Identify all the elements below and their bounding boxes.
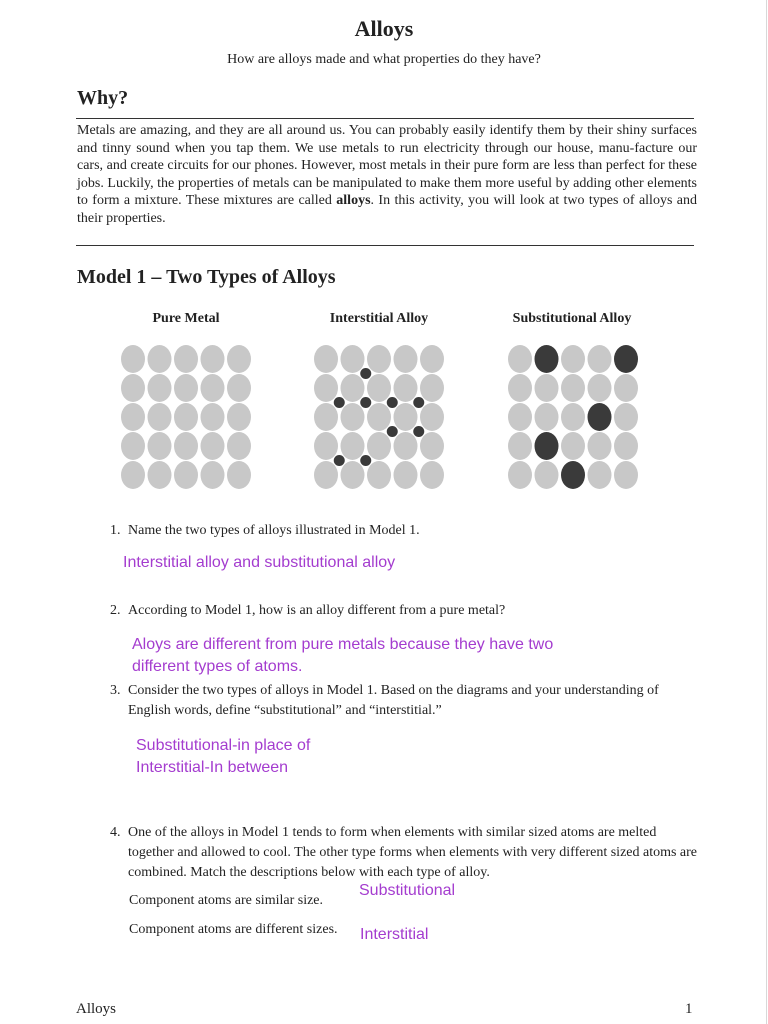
metal-atom [201, 403, 225, 431]
question-text: Name the two types of alloys illustrated in Model 1. [128, 523, 420, 538]
why-paragraph [77, 122, 697, 227]
metal-atom [420, 345, 444, 373]
metal-atom [227, 461, 251, 489]
why-heading: Why? [77, 87, 129, 109]
metal-atom [561, 374, 585, 402]
metal-atom [201, 432, 225, 460]
metal-atom [314, 374, 338, 402]
metal-atom [561, 432, 585, 460]
metal-atom [394, 461, 418, 489]
interstitial-atom [360, 397, 371, 408]
metal-atom [367, 403, 391, 431]
alloy-atom [588, 403, 612, 431]
alloy-atom [614, 345, 638, 373]
metal-atom [227, 403, 251, 431]
interstitial-atom [360, 455, 371, 466]
answer-line: different types of atoms. [132, 658, 303, 675]
interstitial-atom [360, 368, 371, 379]
metal-atom [535, 403, 559, 431]
match-answer-different: Interstitial [360, 926, 429, 943]
metal-atom [314, 432, 338, 460]
metal-atom [341, 345, 365, 373]
substitutional-alloy-diagram [507, 344, 639, 492]
page-number: 1 [685, 1001, 693, 1017]
question-text: Consider the two types of alloys in Model 1. Based on the diagrams and your understanding of English words, define “substitutional” and “interstitial.” [128, 683, 659, 718]
question-number: 1. [110, 523, 121, 538]
metal-atom [174, 403, 198, 431]
answer-line: Interstitial alloy and substitutional alloy [123, 554, 396, 571]
metal-atom [367, 345, 391, 373]
metal-atom [341, 403, 365, 431]
metal-atom [420, 374, 444, 402]
metal-atom [227, 432, 251, 460]
question-2 [110, 601, 700, 621]
metal-atom [314, 403, 338, 431]
match-description-similar: Component atoms are similar size. [129, 893, 324, 908]
metal-atom [201, 374, 225, 402]
metal-atom [201, 461, 225, 489]
metal-atom [341, 432, 365, 460]
metal-atom [561, 403, 585, 431]
why-text-after: . In this activity, you will look at two types of alloys and their properties. [77, 193, 698, 226]
answer-3 [136, 735, 310, 779]
metal-atom [508, 403, 532, 431]
metal-atom [367, 461, 391, 489]
alloy-atom [535, 345, 559, 373]
metal-atom [508, 345, 532, 373]
question-4 [110, 823, 700, 883]
metal-atom [614, 403, 638, 431]
metal-atom [227, 345, 251, 373]
metal-atom [614, 461, 638, 489]
metal-atom [508, 432, 532, 460]
metal-atom [367, 374, 391, 402]
metal-atom [420, 432, 444, 460]
metal-atom [341, 374, 365, 402]
metal-atom [148, 345, 172, 373]
interstitial-atom [387, 397, 398, 408]
pure-metal-diagram [120, 344, 252, 492]
metal-atom [148, 461, 172, 489]
metal-atom [201, 345, 225, 373]
interstitial-atom [387, 426, 398, 437]
page-subtitle: How are alloys made and what properties do they have? [227, 52, 541, 67]
metal-atom [174, 432, 198, 460]
interstitial-alloy-diagram [313, 344, 445, 492]
interstitial-atom [334, 397, 345, 408]
why-text-bold: alloys [336, 193, 371, 208]
metal-atom [148, 403, 172, 431]
metal-atom [588, 374, 612, 402]
metal-atom [394, 403, 418, 431]
interstitial-atom [334, 455, 345, 466]
metal-atom [420, 403, 444, 431]
metal-atom [614, 432, 638, 460]
metal-atom [508, 461, 532, 489]
diagram-label-pure-metal: Pure Metal [152, 311, 220, 326]
metal-atom [227, 374, 251, 402]
metal-atom [121, 374, 145, 402]
metal-atom [314, 461, 338, 489]
model-heading: Model 1 – Two Types of Alloys [77, 266, 336, 288]
metal-atom [588, 461, 612, 489]
diagram-label-interstitial: Interstitial Alloy [329, 311, 429, 326]
question-number: 2. [110, 603, 121, 618]
metal-atom [148, 432, 172, 460]
metal-atom [174, 461, 198, 489]
metal-atom [121, 345, 145, 373]
metal-atom [535, 461, 559, 489]
match-description-different: Component atoms are different sizes. [129, 922, 338, 937]
question-text: One of the alloys in Model 1 tends to form when elements with similar sized atoms are melted together and allowed to cool. The other type forms when elements with very different sized atoms are combined. Match the descriptions below with each type of alloy. [128, 825, 698, 880]
answer-line: Substitutional-in place of [136, 737, 311, 754]
metal-atom [561, 345, 585, 373]
metal-atom [588, 345, 612, 373]
metal-atom [394, 374, 418, 402]
metal-atom [367, 432, 391, 460]
alloy-atom [561, 461, 585, 489]
why-text-before: Metals are amazing, and they are all around us. You can probably easily identify them by their shiny surfaces and tinny sound when you tap them. We use metals to run electricity through our house, manu-facture our cars, and create circuits for our phones. However, most metals in their pure form are less than perfect for these jobs. Luckily, the properties of metals can be manipulated to make them more useful by adding other elements to form a mixture. These mixtures are called [77, 123, 697, 208]
question-number: 3. [110, 683, 121, 698]
metal-atom [535, 374, 559, 402]
question-1 [110, 521, 700, 541]
interstitial-atom [413, 426, 424, 437]
answer-2 [132, 634, 553, 678]
alloy-atom [535, 432, 559, 460]
answer-line: Aloys are different from pure metals because they have two [132, 636, 554, 653]
answer-1 [123, 552, 395, 574]
why-bottom-rule [76, 245, 694, 246]
diagram-label-substitutional: Substitutional Alloy [512, 311, 632, 326]
interstitial-atom [413, 397, 424, 408]
footer-title: Alloys [76, 1001, 117, 1017]
metal-atom [394, 432, 418, 460]
metal-atom [121, 461, 145, 489]
question-text: According to Model 1, how is an alloy different from a pure metal? [128, 603, 506, 618]
metal-atom [394, 345, 418, 373]
why-top-rule [76, 118, 694, 119]
metal-atom [341, 461, 365, 489]
metal-atom [174, 345, 198, 373]
answer-line: Interstitial-In between [136, 759, 289, 776]
question-3 [110, 681, 700, 721]
metal-atom [174, 374, 198, 402]
page-edge [766, 0, 767, 1024]
question-number: 4. [110, 825, 121, 840]
metal-atom [314, 345, 338, 373]
metal-atom [588, 432, 612, 460]
metal-atom [420, 461, 444, 489]
metal-atom [121, 432, 145, 460]
page-title: Alloys [354, 16, 414, 41]
metal-atom [148, 374, 172, 402]
metal-atom [121, 403, 145, 431]
metal-atom [508, 374, 532, 402]
match-answer-similar: Substitutional [359, 882, 456, 899]
metal-atom [614, 374, 638, 402]
